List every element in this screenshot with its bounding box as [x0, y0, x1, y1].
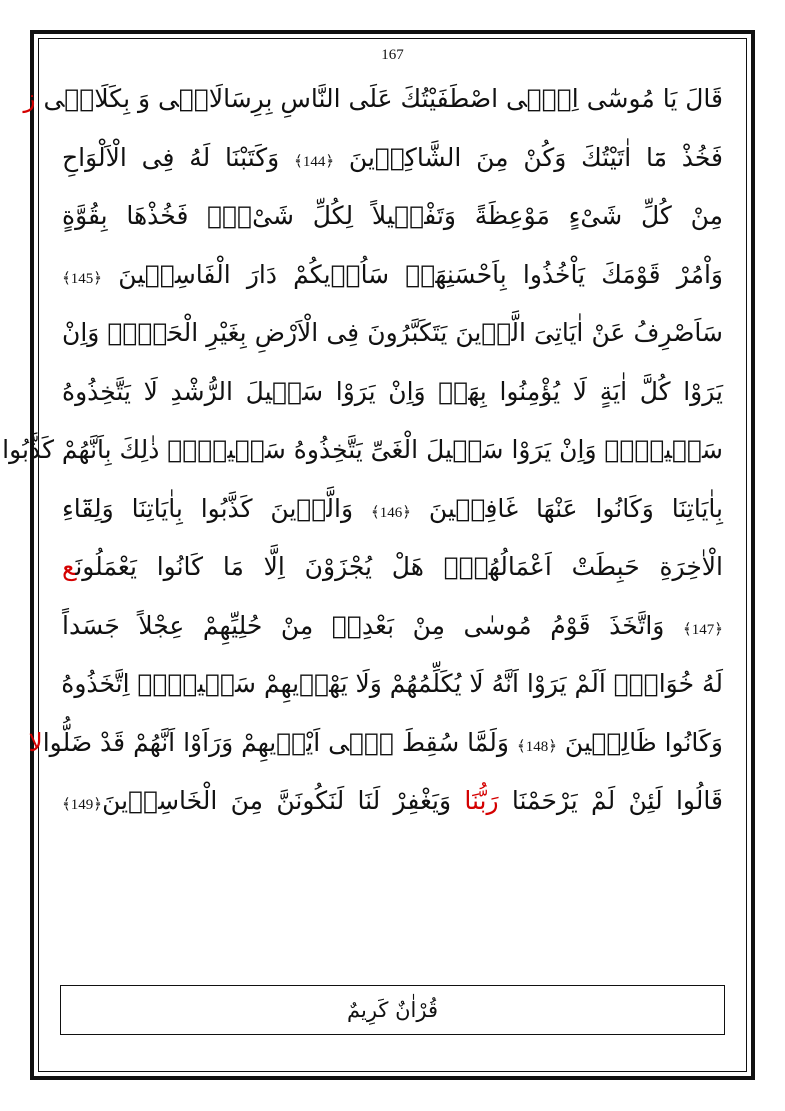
red-mark: ع [62, 552, 76, 581]
verse-line [62, 538, 723, 597]
verse-text: لَهُ خُوَارٌۜ اَلَمْ يَرَوْا اَنَّهُ لَا يُكَلِّمُهُمْ وَلَا يَهْد۪يهِمْ سَب۪يلاًۢ اِتَّخَذُوهُ [61, 669, 723, 698]
verse-text: وَالَّذ۪ينَ كَذَّبُوا بِاٰيَاتِنَا وَلِقَٓاءِ [62, 493, 371, 523]
verse-text: فَخُذْ مَٓا اٰتَيْتُكَ وَكُنْ مِنَ الشَّاكِرٖينَ [334, 142, 723, 172]
red-mark: ز [23, 84, 36, 113]
verse-line [2, 421, 723, 480]
verse-line [28, 714, 723, 773]
verse-text: الْاٰخِرَةِ حَبِطَتْ اَعْمَالُهُمْۜ هَلْ يُجْزَوْنَ اِلَّا مَا كَانُوا يَعْمَلُونَ [75, 552, 723, 581]
verse-line [62, 655, 723, 714]
red-mark: رَبُّنَا [464, 786, 499, 815]
verse-line [62, 597, 723, 656]
ayah-number: ﴿144﴾ [294, 153, 335, 170]
verse-text: وَاْمُرْ قَوْمَكَ يَاْخُذُوا بِاَحْسَنِهَاۜ سَاُر۪يكُمْ دَارَ الْفَاسِق۪ينَ [102, 259, 723, 289]
verse-text: وَيَغْفِرْ لَنَا لَنَكُونَنَّ مِنَ الْخَاسِر۪ينَ [102, 786, 465, 815]
footer-box [60, 985, 725, 1035]
verse-line [62, 772, 723, 831]
verse-text: قَالُوا لَئِنْ لَمْ يَرْحَمْنَا [498, 786, 723, 815]
verse-line [62, 246, 723, 305]
verse-text: وَاتَّخَذَ قَوْمُ مُوسٰى مِنْ بَعْدِه۪ مِنْ حُلِيِّهِمْ عِجْلاً جَسَداً [62, 610, 683, 640]
verse-text: وَكَتَبْنَا لَهُ فِى الْاَلْوَاحِ [62, 142, 295, 172]
verse-text: وَلَمَّا سُقِطَ ف۪ٓى اَيْد۪يهِمْ وَرَاَوْا اَنَّهُمْ قَدْ ضَلُّوا [42, 727, 517, 757]
quran-text-body [2, 70, 723, 831]
verse-text: بِاٰيَاتِنَا وَكَانُوا عَنْهَا غَافِل۪ينَ [411, 493, 723, 523]
ayah-number: ﴿146﴾ [370, 504, 412, 521]
verse-text: وَكَانُوا ظَالِم۪ينَ [556, 727, 723, 757]
verse-line [62, 187, 723, 246]
verse-line [23, 70, 723, 129]
verse-text: سَاَصْرِفُ عَنْ اٰيَاتِىَ الَّذ۪ينَ يَتَكَبَّرُونَ فِى الْاَرْضِ بِغَيْرِ الْحَقِّۜ وَاِنْ [62, 318, 723, 347]
verse-line [62, 129, 723, 188]
verse-text: مِنْ كُلِّ شَىْءٍ مَوْعِظَةً وَتَفْص۪يلاً لِكُلِّ شَىْءٍۚ فَخُذْهَا بِقُوَّةٍ [62, 201, 723, 230]
page-number: 167 [381, 47, 404, 63]
verse-line [62, 304, 723, 363]
ayah-number: ﴿149﴾ [62, 797, 103, 813]
verse-line [62, 363, 723, 422]
verse-text: قَالَ يَا مُوسٰٓى اِنّ۪ى اصْطَفَيْتُكَ عَلَى النَّاسِ بِرِسَالَاتٖى وَ بِكَلَامٖى [35, 84, 723, 113]
verse-text: سَب۪يلاًۚ وَاِنْ يَرَوْا سَب۪يلَ الْغَىِّ يَتَّخِذُوهُ سَب۪يلاًۜ ذٰلِكَ بِاَنَّهُمْ كَذَّبُوا [2, 435, 723, 464]
ayah-number: ﴿147﴾ [682, 621, 723, 638]
verse-line [62, 480, 723, 539]
ayah-number: ﴿148﴾ [516, 738, 557, 755]
red-mark: لا [28, 727, 43, 757]
verse-text: يَرَوْا كُلَّ اٰيَةٍ لَا يُؤْمِنُوا بِهَاۚ وَاِنْ يَرَوْا سَب۪يلَ الرُّشْدِ لَا يَتَّخِذُوهُ [62, 376, 723, 406]
ayah-number: ﴿145﴾ [62, 270, 103, 287]
footer-title: قُرْاٰنٌ كَرِيمٌ [347, 998, 438, 1022]
